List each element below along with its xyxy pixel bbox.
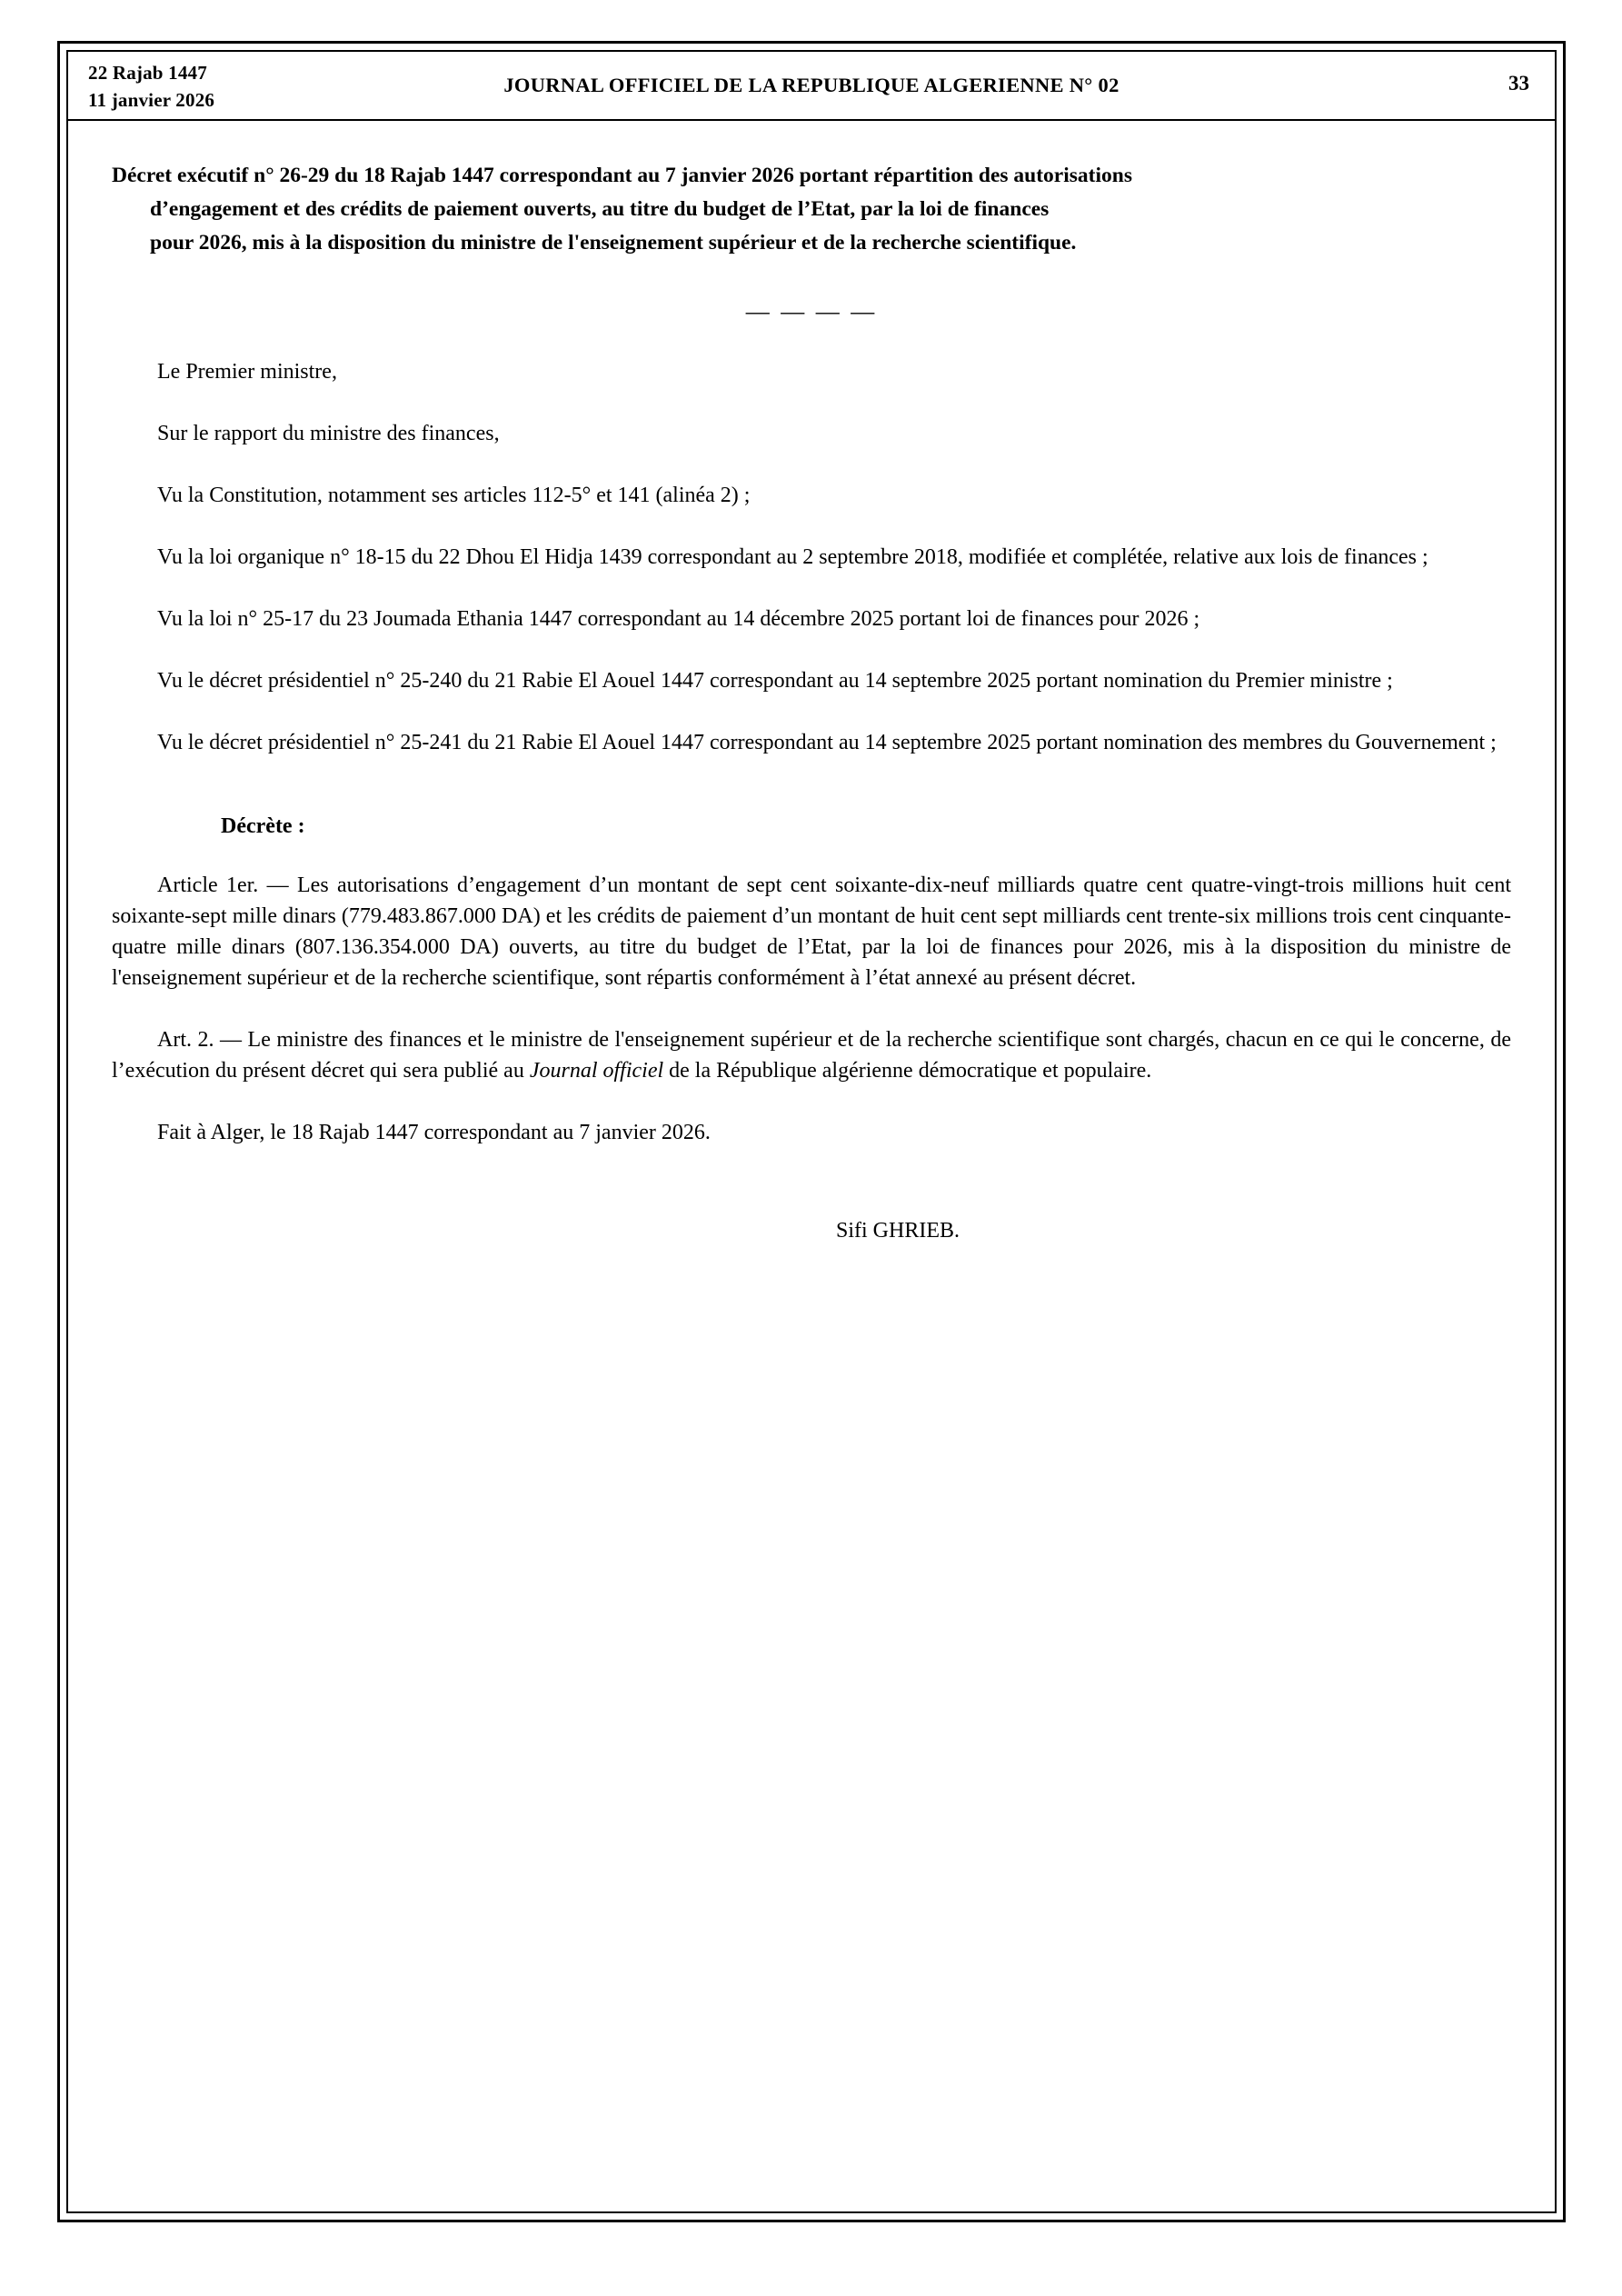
page-header (68, 52, 1555, 121)
article-2 (112, 1024, 1511, 1086)
paragraph-vu-loi-organique: Vu la loi organique n° 18-15 du 22 Dhou El Hidja 1439 correspondant au 2 septembre 2018, modifiée et complétée, relative aux lois de finances ; (157, 545, 1428, 569)
paragraph-vu-decret-241: Vu le décret présidentiel n° 25-241 du 21 Rabie El Aouel 1447 correspondant au 14 septembre 2025 portant nomination des membres du Gouvernement ; (157, 731, 1497, 754)
title-separator: — — — — (745, 298, 878, 324)
article-1: Article 1er. — Les autorisations d’engagement d’un montant de sept cent soixante-dix-neuf milliards quatre cent quatre-vingt-trois millions huit cent soixante-sept mille dinars (779.483.867.000 DA) et les crédits de paiement d’un montant de huit cent sept milliards cent trente-six millions trois cent cinquante-quatre mille dinars (807.136.354.000 DA) ouverts, au titre du budget de l’Etat, par la loi de finances pour 2026, mis à la disposition du ministre de l'enseignement supérieur et de la recherche scientifique, sont répartis conformément à l’état annexé au présent décret. (112, 873, 1511, 990)
article-2-journal-officiel: Journal officiel (529, 1059, 664, 1083)
article-2-text-part2: de la République algérienne démocratique et populaire. (663, 1059, 1152, 1083)
paragraph-premier-ministre: Le Premier ministre, (157, 360, 337, 384)
header-date-gregorian: 11 janvier 2026 (88, 89, 215, 111)
closing-statement: Fait à Alger, le 18 Rajab 1447 correspondant au 7 janvier 2026. (157, 1121, 711, 1144)
header-date-hijri: 22 Rajab 1447 (88, 62, 207, 84)
page-inner-border (66, 50, 1557, 2213)
paragraph-vu-loi-finances: Vu la loi n° 25-17 du 23 Joumada Ethania 1447 correspondant au 14 décembre 2025 portant loi de finances pour 2026 ; (157, 607, 1200, 631)
decrete-label: Décrète : (221, 814, 305, 838)
decree-title-line-2: d’engagement et des crédits de paiement ouverts, au titre du budget de l’Etat, par la loi de finances (150, 197, 1050, 221)
document-content (68, 121, 1555, 2211)
article-2-text-part1: Art. 2. — Le ministre des finances et le ministre de l'enseignement supérieur et de la recherche scientifique sont chargés, chacun en ce qui le concerne, de l’exécution du présent décret qui sera publié au (112, 1028, 1511, 1083)
header-journal-title: JOURNAL OFFICIEL DE LA REPUBLIQUE ALGERIENNE N° 02 (503, 74, 1119, 96)
paragraph-rapport-ministre: Sur le rapport du ministre des finances, (157, 422, 500, 445)
signature-name: Sifi GHRIEB. (835, 1219, 960, 1243)
paragraph-vu-constitution: Vu la Constitution, notamment ses articles 112-5° et 141 (alinéa 2) ; (157, 484, 751, 507)
paragraph-vu-decret-240: Vu le décret présidentiel n° 25-240 du 21 Rabie El Aouel 1447 correspondant au 14 septembre 2025 portant nomination du Premier ministre ; (157, 669, 1393, 693)
decree-title (112, 159, 1511, 260)
header-page-number: 33 (1508, 72, 1529, 95)
page-outer-border (57, 41, 1566, 2222)
decree-title-line-1: Décret exécutif n° 26-29 du 18 Rajab 1447 correspondant au 7 janvier 2026 portant répartition des autorisations (112, 164, 1132, 187)
decree-title-line-3: pour 2026, mis à la disposition du ministre de l'enseignement supérieur et de la recherche scientifique. (150, 231, 1077, 255)
